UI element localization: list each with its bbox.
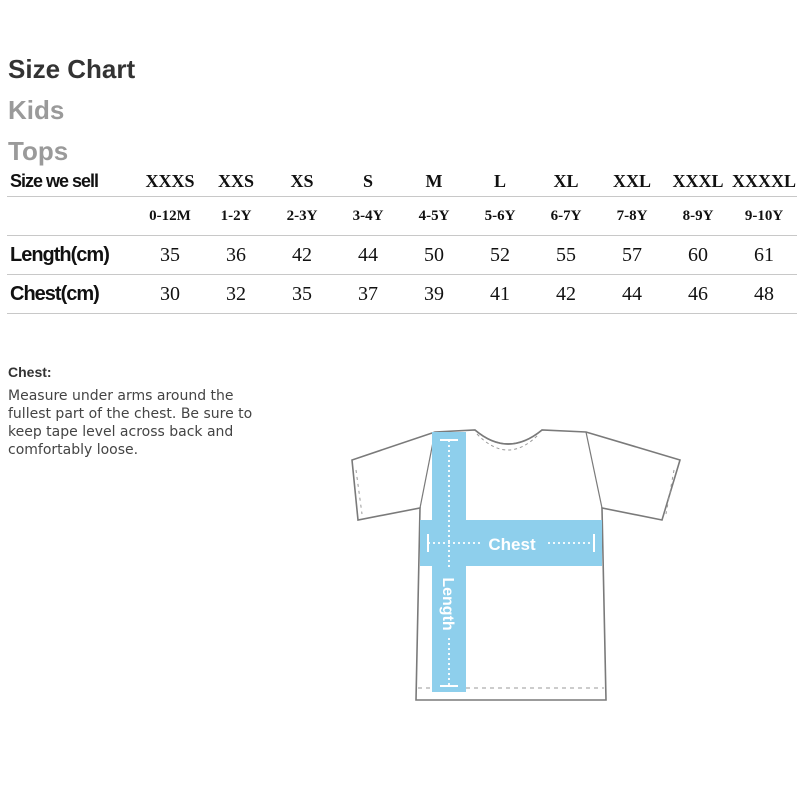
length-cell: 35 — [137, 236, 203, 275]
tshirt-diagram — [340, 420, 690, 710]
length-label: Length — [439, 577, 456, 631]
chest-row-label: Chest(cm) — [7, 275, 137, 314]
size-cell: XXXL — [665, 166, 731, 197]
chest-cell: 39 — [401, 275, 467, 314]
age-cell: 8-9Y — [665, 197, 731, 236]
page-title: Size Chart — [8, 54, 136, 84]
age-cell: 1-2Y — [203, 197, 269, 236]
size-cell: XL — [533, 166, 599, 197]
age-row — [7, 197, 797, 236]
chest-cell: 48 — [731, 275, 797, 314]
chest-description: Measure under arms around the fullest part of the chest. Be sure to keep tape level across back and comfortably loose. — [8, 388, 253, 458]
chest-cell: 35 — [269, 275, 335, 314]
length-row-label: Length(cm) — [7, 236, 137, 275]
size-cell: XS — [269, 166, 335, 197]
length-cell: 44 — [335, 236, 401, 275]
age-row-label — [7, 197, 137, 236]
length-cell: 61 — [731, 236, 797, 275]
size-cell: M — [401, 166, 467, 197]
size-cell: XXXXL — [731, 166, 797, 197]
size-cell: XXL — [599, 166, 665, 197]
category-kids: Kids — [8, 95, 65, 125]
age-cell: 7-8Y — [599, 197, 665, 236]
age-cell: 0-12M — [137, 197, 203, 236]
category-tops: Tops — [8, 136, 69, 166]
length-cell: 60 — [665, 236, 731, 275]
size-table — [7, 166, 797, 314]
length-cell: 36 — [203, 236, 269, 275]
size-cell: S — [335, 166, 401, 197]
size-row — [7, 166, 797, 197]
chest-cell: 37 — [335, 275, 401, 314]
length-cell: 52 — [467, 236, 533, 275]
length-cell: 57 — [599, 236, 665, 275]
size-cell: XXXS — [137, 166, 203, 197]
length-cell: 50 — [401, 236, 467, 275]
age-cell: 4-5Y — [401, 197, 467, 236]
chest-cell: 42 — [533, 275, 599, 314]
chest-cell: 41 — [467, 275, 533, 314]
chest-cell: 32 — [203, 275, 269, 314]
length-cell: 42 — [269, 236, 335, 275]
length-row — [7, 236, 797, 275]
chest-row — [7, 275, 797, 314]
length-cell: 55 — [533, 236, 599, 275]
age-cell: 9-10Y — [731, 197, 797, 236]
age-cell: 3-4Y — [335, 197, 401, 236]
age-cell: 5-6Y — [467, 197, 533, 236]
chest-cell: 44 — [599, 275, 665, 314]
size-cell: L — [467, 166, 533, 197]
chest-heading: Chest: — [8, 364, 52, 380]
age-cell: 2-3Y — [269, 197, 335, 236]
chest-label: Chest — [488, 535, 536, 554]
size-cell: XXS — [203, 166, 269, 197]
chest-cell: 46 — [665, 275, 731, 314]
size-row-label: Size we sell — [7, 166, 137, 197]
age-cell: 6-7Y — [533, 197, 599, 236]
chest-cell: 30 — [137, 275, 203, 314]
